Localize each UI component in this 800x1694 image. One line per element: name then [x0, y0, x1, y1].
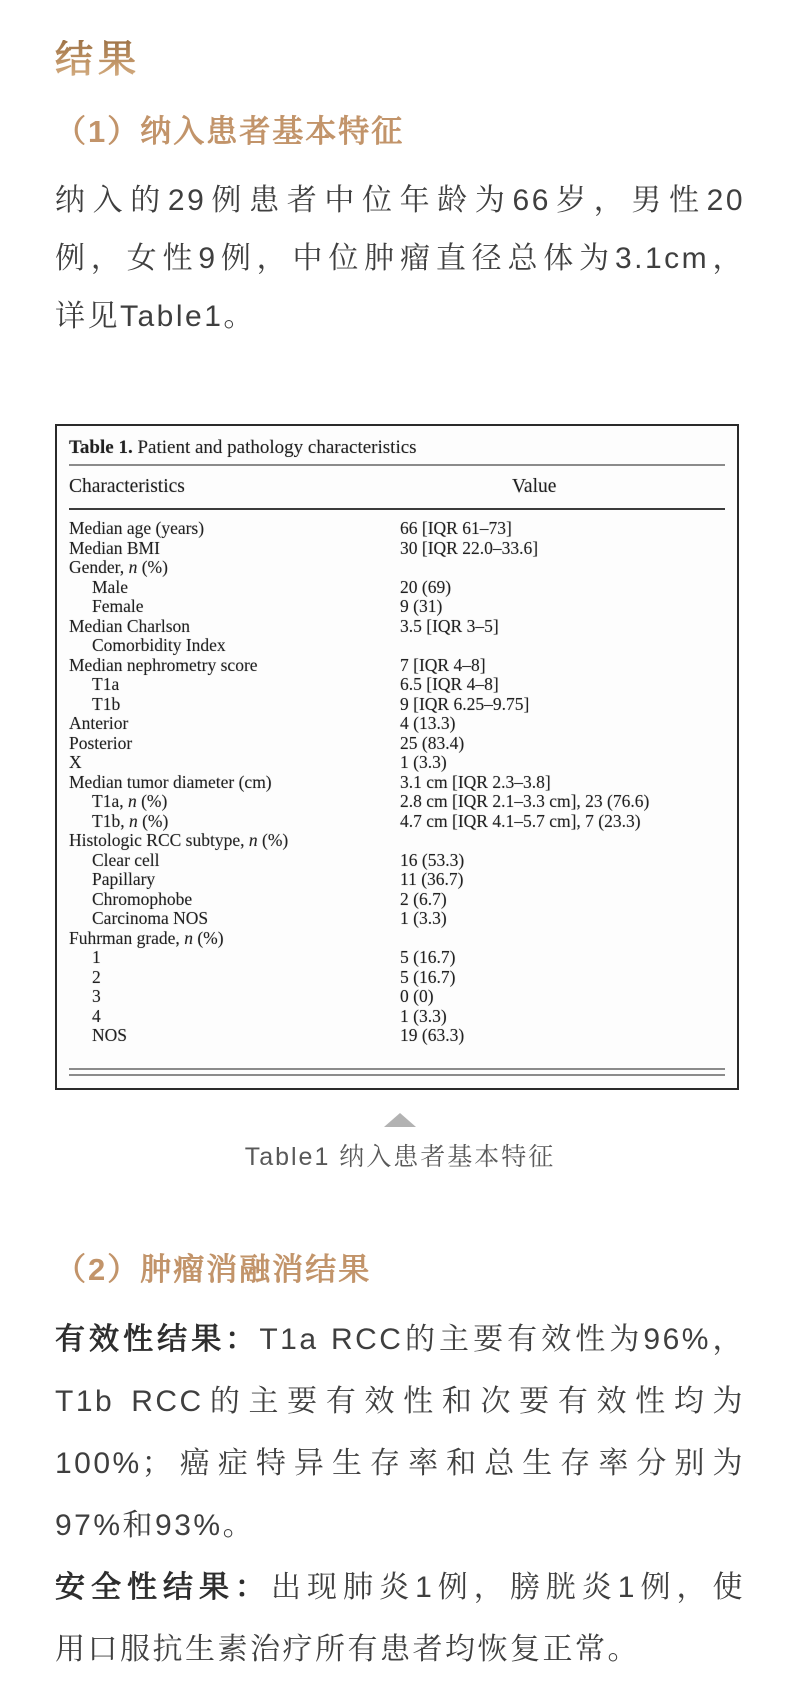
- row-label: X: [69, 752, 82, 772]
- row-label: Histologic RCC subtype, n (%): [69, 830, 289, 850]
- row-value: 25 (83.4): [400, 732, 465, 753]
- row-value: 9 (31): [400, 596, 443, 616]
- row-label: NOS: [92, 1025, 128, 1045]
- row-value: 4.7 cm [IQR 4.1–5.7 cm], 7 (23.3): [400, 810, 641, 831]
- page-title: 结果: [55, 39, 142, 81]
- row-value: 20 (69): [400, 576, 452, 597]
- row-label: 4: [92, 1005, 101, 1026]
- row-label: Posterior: [69, 732, 133, 753]
- table-row: [69, 558, 725, 578]
- table-row: [69, 539, 725, 559]
- table-row: [69, 831, 725, 851]
- table-header-row: [69, 466, 725, 508]
- table-row: [69, 909, 725, 929]
- row-label: Gender, n (%): [69, 557, 168, 577]
- table-row: [69, 851, 725, 871]
- table-row: [69, 812, 725, 832]
- subsection-2-paragraph: [55, 1309, 745, 1681]
- table-row: [69, 675, 725, 695]
- row-label: T1b, n (%): [92, 810, 169, 831]
- subsection-1-paragraph: [55, 172, 745, 346]
- row-value: 30 [IQR 22.0–33.6]: [400, 537, 539, 558]
- row-value: 9 [IQR 6.25–9.75]: [400, 693, 530, 714]
- row-value: 1 (3.3): [400, 752, 447, 772]
- row-value: 11 (36.7): [400, 869, 464, 889]
- row-value: [400, 929, 725, 949]
- table-row: [69, 617, 725, 637]
- table-row: [69, 773, 725, 793]
- row-label: Carcinoma NOS: [92, 908, 209, 928]
- row-value: 19 (63.3): [400, 1025, 465, 1045]
- paragraph-line: T1b RCC的主要有效性和次要有效性均为: [55, 1385, 745, 1418]
- table-title-number: Table 1.: [69, 437, 133, 458]
- row-value: [400, 831, 725, 851]
- row-value: 1 (3.3): [400, 908, 447, 928]
- paragraph-line: 用口服抗生素治疗所有患者均恢复正常。: [55, 1633, 640, 1666]
- table-row: [69, 753, 725, 773]
- table-row: [69, 948, 725, 968]
- efficacy-text: T1a RCC的主要有效性为96%，: [259, 1323, 746, 1356]
- table-row: [69, 734, 725, 754]
- row-value: 2.8 cm [IQR 2.1–3.3 cm], 23 (76.6): [400, 791, 650, 811]
- row-label: Male: [92, 576, 128, 597]
- row-label: Female: [92, 596, 144, 616]
- table-title-text: Patient and pathology characteristics: [137, 437, 417, 458]
- column-header-value: Value: [512, 476, 557, 497]
- row-value: 6.5 [IQR 4–8]: [400, 674, 499, 694]
- row-value: 66 [IQR 61–73]: [400, 518, 512, 538]
- row-value: 1 (3.3): [400, 1005, 447, 1026]
- table-row: [69, 695, 725, 715]
- paragraph-line: 详见Table1。: [55, 300, 256, 333]
- row-label: 3: [92, 986, 101, 1006]
- safety-label: 安全性结果：: [55, 1571, 272, 1604]
- paragraph-line: 100%；癌症特异生存率和总生存率分别为: [55, 1447, 745, 1480]
- table-row: [69, 968, 725, 988]
- table-figure: [55, 424, 739, 1090]
- row-label: Median BMI: [69, 537, 160, 558]
- table-body: [69, 510, 725, 1046]
- row-value: 7 [IQR 4–8]: [400, 654, 486, 675]
- table-row: [69, 714, 725, 734]
- row-label: 1: [92, 947, 101, 967]
- table-row: [69, 987, 725, 1007]
- row-value: [400, 558, 725, 578]
- row-value: [400, 636, 725, 656]
- row-label: Fuhrman grade, n (%): [69, 927, 224, 948]
- row-value: 5 (16.7): [400, 947, 456, 967]
- table-row: [69, 636, 725, 656]
- table-row: [69, 597, 725, 617]
- row-label: Median tumor diameter (cm): [69, 771, 272, 792]
- column-header-characteristics: Characteristics: [69, 476, 185, 497]
- row-value: 16 (53.3): [400, 849, 465, 870]
- row-value: 2 (6.7): [400, 888, 447, 909]
- table-row: [69, 578, 725, 598]
- triangle-up-icon: [384, 1113, 416, 1127]
- table-row: [69, 519, 725, 539]
- table-bottom-rule: [69, 1068, 725, 1076]
- subsection-1-heading: （1）纳入患者基本特征: [55, 114, 405, 149]
- table-row: [69, 1026, 725, 1046]
- row-value: 3.1 cm [IQR 2.3–3.8]: [400, 771, 551, 792]
- table-caption: Table1 纳入患者基本特征: [244, 1143, 556, 1171]
- table-title: [69, 434, 725, 460]
- row-value: 0 (0): [400, 986, 434, 1006]
- row-label: Clear cell: [92, 849, 160, 870]
- efficacy-label: 有效性结果：: [55, 1323, 260, 1356]
- row-label: Chromophobe: [92, 888, 193, 909]
- paragraph-line: [55, 1557, 745, 1619]
- row-label: 2: [92, 966, 101, 987]
- table-row: [69, 929, 725, 949]
- table-row: [69, 656, 725, 676]
- row-label: T1a, n (%): [92, 791, 168, 811]
- table-row: [69, 870, 725, 890]
- paragraph-line: [55, 1309, 745, 1371]
- row-label: T1b: [92, 693, 121, 714]
- row-label: Anterior: [69, 713, 129, 733]
- table-row: [69, 890, 725, 910]
- paragraph-line: 例，女性9例，中位肿瘤直径总体为3.1cm，: [55, 242, 745, 275]
- row-value: 3.5 [IQR 3–5]: [400, 615, 499, 636]
- table-row: [69, 1007, 725, 1027]
- row-label: Median Charlson: [69, 615, 191, 636]
- table-row: [69, 792, 725, 812]
- row-label: T1a: [92, 674, 120, 694]
- row-value: 5 (16.7): [400, 966, 456, 987]
- subsection-2-heading: （2）肿瘤消融消结果: [55, 1252, 372, 1287]
- safety-text: 出现肺炎1例，膀胱炎1例，使: [271, 1571, 746, 1604]
- row-label: Comorbidity Index: [92, 635, 226, 655]
- paragraph-line: 纳入的29例患者中位年龄为66岁，男性20: [55, 184, 745, 217]
- row-label: Papillary: [92, 869, 156, 889]
- row-value: 4 (13.3): [400, 713, 456, 733]
- row-label: Median age (years): [69, 518, 205, 538]
- paragraph-line: 97%和93%。: [55, 1509, 256, 1542]
- row-label: Median nephrometry score: [69, 654, 258, 675]
